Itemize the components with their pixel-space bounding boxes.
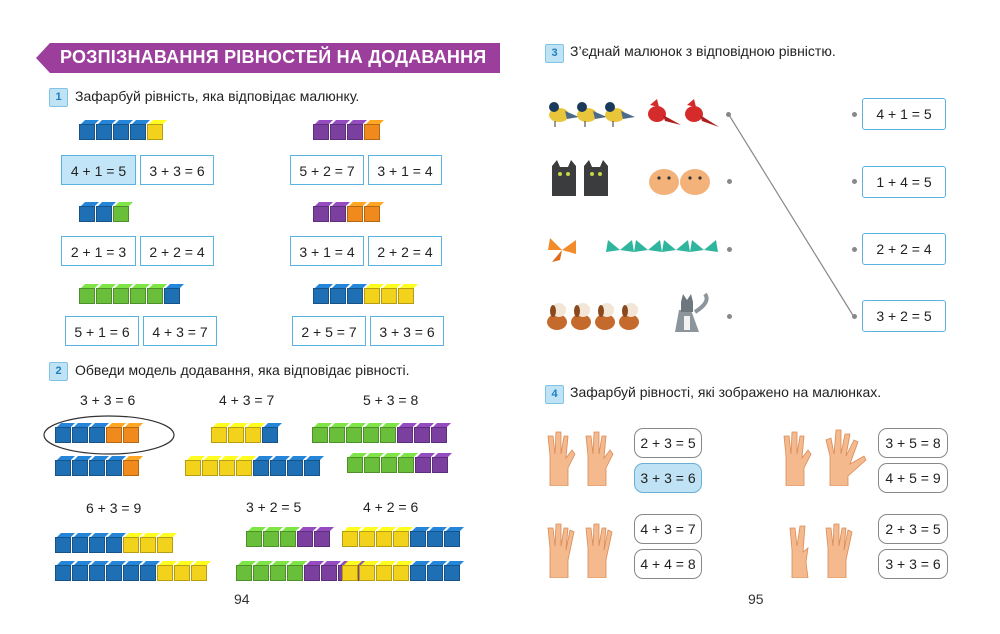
hands-picture <box>546 520 618 583</box>
cube <box>185 460 201 476</box>
cube-row <box>79 124 164 140</box>
cube <box>253 565 269 581</box>
equation-label: 3 + 3 = 6 <box>80 392 136 408</box>
hand-icon <box>784 430 866 486</box>
cube <box>72 460 88 476</box>
cube <box>314 531 330 547</box>
cube <box>297 531 313 547</box>
cube <box>376 531 392 547</box>
cube <box>364 288 380 304</box>
equation-box[interactable]: 2 + 3 = 5 <box>634 428 702 458</box>
cube <box>140 537 156 553</box>
cube <box>236 565 252 581</box>
hands-picture <box>546 428 618 491</box>
hand-icon <box>548 524 612 578</box>
cube-row <box>313 124 381 140</box>
hand-icon <box>790 524 852 578</box>
equation-box[interactable]: 3 + 1 = 4 <box>368 155 442 185</box>
cube <box>359 565 375 581</box>
cube <box>347 124 363 140</box>
cube <box>55 565 71 581</box>
equation-box[interactable]: 2 + 3 = 5 <box>878 514 948 544</box>
cube <box>219 460 235 476</box>
butterfly-icon <box>548 238 718 262</box>
butterflies-picture <box>546 234 721 271</box>
task-instruction: Зафарбуй рівності, які зображено на малюнках. <box>570 384 882 400</box>
cube <box>55 460 71 476</box>
cube <box>191 565 207 581</box>
task-number: 4 <box>545 385 564 404</box>
cube <box>280 531 296 547</box>
tit-bird-icon <box>549 102 635 127</box>
cube <box>321 565 337 581</box>
cube <box>304 565 320 581</box>
cube <box>262 427 278 443</box>
cube <box>79 288 95 304</box>
cube <box>415 457 431 473</box>
cube <box>287 460 303 476</box>
task-number: 1 <box>49 88 68 107</box>
cube-row <box>211 427 279 443</box>
cube-row <box>246 531 331 547</box>
cube <box>157 537 173 553</box>
hamster-icon <box>649 169 710 195</box>
cube <box>313 124 329 140</box>
cube-row <box>347 457 449 473</box>
cube <box>398 457 414 473</box>
cube <box>89 460 105 476</box>
cube <box>96 288 112 304</box>
cube <box>432 457 448 473</box>
cube <box>381 288 397 304</box>
cube <box>330 288 346 304</box>
equation-box[interactable]: 4 + 4 = 8 <box>634 549 702 579</box>
cube <box>174 565 190 581</box>
cube <box>410 531 426 547</box>
cube <box>313 288 329 304</box>
equation-label: 3 + 2 = 5 <box>246 499 302 515</box>
cube <box>270 565 286 581</box>
beagle-dog-icon <box>547 303 639 330</box>
equation-box[interactable]: 4 + 1 = 5 <box>61 155 136 185</box>
cube <box>397 427 413 443</box>
cube <box>72 427 88 443</box>
task-instruction: Обведи модель додавання, яка відповідає рівності. <box>75 362 410 378</box>
cube <box>106 460 122 476</box>
cube <box>263 531 279 547</box>
cube <box>427 531 443 547</box>
equation-box[interactable]: 1 + 4 = 5 <box>862 166 946 198</box>
cube <box>312 427 328 443</box>
cube-row <box>312 427 448 443</box>
cube <box>55 537 71 553</box>
cube <box>123 427 139 443</box>
cube <box>245 427 261 443</box>
cube <box>270 460 286 476</box>
cube <box>393 565 409 581</box>
cube <box>342 531 358 547</box>
cube <box>96 124 112 140</box>
cube <box>96 206 112 222</box>
cube <box>364 124 380 140</box>
cube <box>123 537 139 553</box>
dogs-picture <box>545 292 720 341</box>
cube-row <box>55 427 140 443</box>
cube <box>106 427 122 443</box>
cube-row <box>185 460 321 476</box>
cube-row <box>79 206 130 222</box>
cube <box>236 460 252 476</box>
task-instruction: З’єднай малюнок з відповідною рівністю. <box>570 43 836 59</box>
cube <box>427 565 443 581</box>
cube <box>253 460 269 476</box>
cube <box>106 565 122 581</box>
cube <box>157 565 173 581</box>
cube <box>147 288 163 304</box>
section-title-banner <box>36 43 500 73</box>
connection-line <box>720 105 865 325</box>
cube <box>414 427 430 443</box>
hands-picture <box>782 428 872 491</box>
cube <box>147 124 163 140</box>
cube <box>313 206 329 222</box>
equation-box[interactable]: 3 + 3 = 6 <box>140 155 214 185</box>
cube <box>410 565 426 581</box>
equation-box[interactable]: 2 + 1 = 3 <box>61 236 136 266</box>
equation-box[interactable]: 3 + 2 = 5 <box>862 300 946 332</box>
cube <box>79 206 95 222</box>
equation-box[interactable]: 3 + 1 = 4 <box>290 236 364 266</box>
cube <box>123 565 139 581</box>
equation-box[interactable]: 3 + 3 = 6 <box>878 549 948 579</box>
cardinal-bird-icon <box>648 99 719 127</box>
cube <box>444 531 460 547</box>
equation-box[interactable]: 4 + 3 = 7 <box>634 514 702 544</box>
task-number: 2 <box>49 362 68 381</box>
husky-dog-icon <box>675 294 707 332</box>
cube <box>359 531 375 547</box>
cube <box>393 531 409 547</box>
cube <box>376 565 392 581</box>
task-instruction: Зафарбуй рівність, яка відповідає малюнку. <box>75 88 360 104</box>
equation-box[interactable]: 4 + 3 = 7 <box>143 316 217 346</box>
cube <box>347 288 363 304</box>
cube-row <box>313 206 381 222</box>
cube <box>89 565 105 581</box>
birds-picture <box>545 97 725 136</box>
cube <box>211 427 227 443</box>
equation-label: 4 + 2 = 6 <box>363 499 419 515</box>
cube <box>444 565 460 581</box>
equation-box[interactable]: 3 + 3 = 6 <box>634 463 702 493</box>
section-title: РОЗПІЗНАВАННЯ РІВНОСТЕЙ НА ДОДАВАННЯ <box>60 47 487 67</box>
cube <box>79 124 95 140</box>
cube <box>72 565 88 581</box>
cube <box>304 460 320 476</box>
cube <box>363 427 379 443</box>
cube <box>330 206 346 222</box>
cube <box>364 457 380 473</box>
cube <box>89 537 105 553</box>
cube <box>398 288 414 304</box>
page-number: 95 <box>748 591 764 607</box>
cube-row <box>55 537 174 553</box>
cube-row <box>55 460 140 476</box>
equation-box[interactable]: 5 + 1 = 6 <box>65 316 139 346</box>
equation-box[interactable]: 3 + 5 = 8 <box>878 428 948 458</box>
cube-row <box>79 288 181 304</box>
cube <box>347 457 363 473</box>
cube <box>287 565 303 581</box>
cube <box>123 460 139 476</box>
cube <box>55 427 71 443</box>
cube <box>381 457 397 473</box>
cube <box>330 124 346 140</box>
cube <box>113 124 129 140</box>
cube <box>228 427 244 443</box>
cube-row <box>342 531 461 547</box>
cube <box>113 206 129 222</box>
task-number: 3 <box>545 44 564 63</box>
cat-icon <box>552 160 608 196</box>
cube <box>130 124 146 140</box>
cube <box>329 427 345 443</box>
equation-box[interactable]: 2 + 5 = 7 <box>292 316 366 346</box>
cube <box>364 206 380 222</box>
equation-box[interactable]: 4 + 5 = 9 <box>878 463 948 493</box>
equation-label: 4 + 3 = 7 <box>219 392 275 408</box>
cube <box>113 288 129 304</box>
cube <box>140 565 156 581</box>
equation-box[interactable]: 2 + 2 = 4 <box>862 233 946 265</box>
equation-box[interactable]: 2 + 2 = 4 <box>368 236 442 266</box>
cube <box>106 537 122 553</box>
cube <box>380 427 396 443</box>
cube <box>342 565 358 581</box>
cube <box>346 427 362 443</box>
hand-icon <box>548 432 613 486</box>
hands-picture <box>786 520 858 583</box>
page-number: 94 <box>234 591 250 607</box>
equation-box[interactable]: 4 + 1 = 5 <box>862 98 946 130</box>
cube <box>130 288 146 304</box>
cube <box>347 206 363 222</box>
cats-picture <box>548 160 718 205</box>
equation-label: 6 + 3 = 9 <box>86 500 142 516</box>
equation-box[interactable]: 5 + 2 = 7 <box>290 155 364 185</box>
equation-box[interactable]: 3 + 3 = 6 <box>370 316 444 346</box>
cube <box>202 460 218 476</box>
equation-box[interactable]: 2 + 2 = 4 <box>140 236 214 266</box>
cube-row <box>342 565 461 581</box>
cube <box>89 427 105 443</box>
cube-row <box>313 288 415 304</box>
cube <box>164 288 180 304</box>
cube <box>72 537 88 553</box>
cube <box>431 427 447 443</box>
cube-row <box>55 565 208 581</box>
cube <box>246 531 262 547</box>
equation-label: 5 + 3 = 8 <box>363 392 419 408</box>
